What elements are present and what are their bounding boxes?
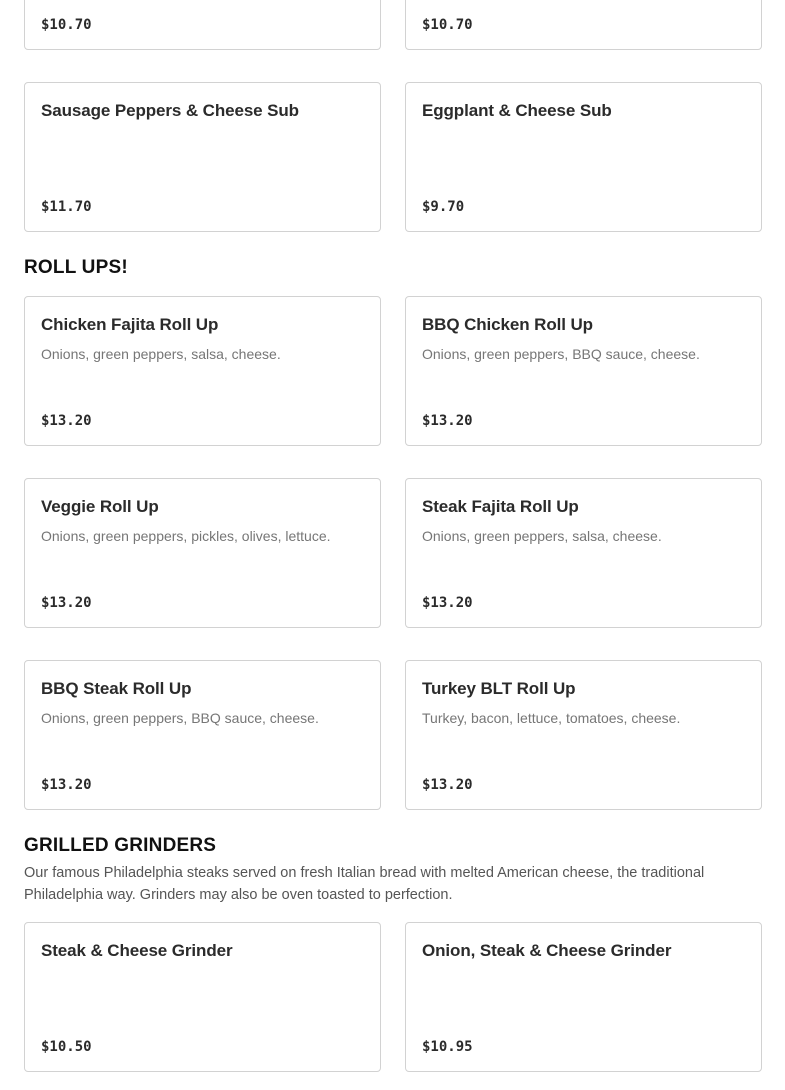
item-description: Turkey, bacon, lettuce, tomatoes, cheese. <box>422 710 681 726</box>
item-name: Chicken Fajita Roll Up <box>41 315 219 334</box>
menu-item-card[interactable] <box>24 922 381 1072</box>
item-price: $13.20 <box>422 595 473 611</box>
item-name: Sausage Peppers & Cheese Sub <box>41 101 299 120</box>
item-name: Turkey BLT Roll Up <box>422 679 576 698</box>
section-title-roll-ups: ROLL UPS! <box>24 257 128 278</box>
section-description: Our famous Philadelphia steaks served on fresh Italian bread with melted American cheese, the traditional Philadelphia way. Grinders may also be oven toasted to perfection. <box>24 865 705 903</box>
item-name: Steak Fajita Roll Up <box>422 497 579 516</box>
item-description: Onions, green peppers, pickles, olives, lettuce. <box>41 528 331 544</box>
item-price: $10.70 <box>41 17 92 33</box>
menu-item-card[interactable] <box>24 0 381 50</box>
menu-item-card[interactable] <box>405 922 762 1072</box>
item-price: $13.20 <box>422 777 473 793</box>
item-price: $11.70 <box>41 199 92 215</box>
menu-item-card[interactable] <box>24 660 381 810</box>
item-name: Onion, Steak & Cheese Grinder <box>422 941 672 960</box>
menu-item-card[interactable] <box>24 82 381 232</box>
menu-item-card[interactable] <box>405 660 762 810</box>
menu-item-card[interactable] <box>405 0 762 50</box>
menu-item-card[interactable] <box>24 296 381 446</box>
item-price: $13.20 <box>41 777 92 793</box>
item-price: $13.20 <box>41 413 92 429</box>
menu-item-card[interactable] <box>405 82 762 232</box>
item-price: $10.95 <box>422 1039 473 1055</box>
item-description: Onions, green peppers, BBQ sauce, cheese. <box>422 346 700 362</box>
item-name: Eggplant & Cheese Sub <box>422 101 612 120</box>
item-description: Onions, green peppers, BBQ sauce, cheese. <box>41 710 319 726</box>
menu-item-card[interactable] <box>405 296 762 446</box>
item-price: $10.50 <box>41 1039 92 1055</box>
item-name: Steak & Cheese Grinder <box>41 941 233 960</box>
item-name: Veggie Roll Up <box>41 497 159 516</box>
item-name: BBQ Steak Roll Up <box>41 679 192 698</box>
item-description: Onions, green peppers, salsa, cheese. <box>422 528 662 544</box>
item-name: BBQ Chicken Roll Up <box>422 315 593 334</box>
section-title-grilled-grinders: GRILLED GRINDERS <box>24 835 217 856</box>
menu-item-card[interactable] <box>24 478 381 628</box>
item-price: $13.20 <box>41 595 92 611</box>
item-price: $9.70 <box>422 199 465 215</box>
menu-item-card[interactable] <box>405 478 762 628</box>
item-price: $10.70 <box>422 17 473 33</box>
item-description: Onions, green peppers, salsa, cheese. <box>41 346 281 362</box>
item-price: $13.20 <box>422 413 473 429</box>
